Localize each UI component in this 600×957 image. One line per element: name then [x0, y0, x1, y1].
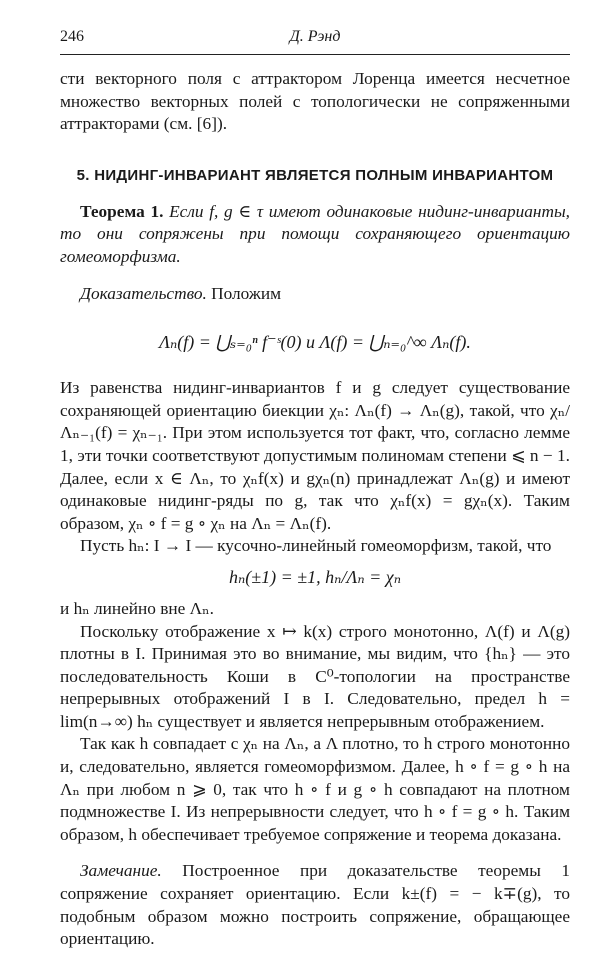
theorem-text: Если f, g ∈ τ имеют одинаковые нидинг-инварианты, то они сопряжены при помощи сохраняющего ориентацию гомеоморфизма. — [60, 201, 570, 266]
page-header — [60, 28, 570, 52]
proof-paragraph-1: Из равенства нидинг-инвариантов f и g следует существование сохраняющей ориентацию биекции χₙ: Λₙ(f) → Λₙ(g), такой, что χₙ/Λₙ₋₁(f) = χₙ₋₁. При этом используется тот факт, что, согласно лемме 1, эти точки соответствуют допустимым полиномам степени ⩽ n − 1. Далее, если x ∈ Λₙ, то χₙf(x) и gχₙ(n) принадлежат Λₙ(g) и имеют одинаковые нидинг-ряды по g, так что χₙf(x) = gχₙ(x). Таким образом, χₙ ∘ f = g ∘ χₙ на Λₙ = Λₙ(f). — [60, 378, 570, 533]
intro-paragraph: сти векторного поля с аттрактором Лоренца имеется несчетное множество векторных полей с топологически не сопряженными аттракторами (см. [6]). — [60, 69, 570, 134]
header-rule — [60, 54, 570, 55]
remark — [60, 860, 570, 950]
formula-h: hₙ(±1) = ±1, hₙ/Λₙ = χₙ — [228, 566, 401, 587]
page — [60, 28, 570, 951]
running-head: Д. Рэнд — [289, 28, 341, 45]
proof-lead — [60, 283, 570, 306]
remark-text: Построенное при доказательстве теоремы 1 сопряжение сохраняет ориентацию. Если k±(f) = − k∓(g), то подобным образом можно построить сопряжение, обращающее ориентацию. — [60, 861, 570, 949]
page-number: 246 — [60, 28, 84, 45]
proof-label: Доказательство. — [80, 283, 207, 303]
theorem-label: Теорема 1. — [80, 201, 164, 221]
proof-lead-text: Положим — [211, 283, 282, 303]
remark-label: Замечание. — [80, 861, 162, 881]
formula-lambda: Λₙ(f) = ⋃ₛ₌₀ⁿ f⁻ˢ(0) и Λ(f) = ⋃ₙ₌₀^∞ Λₙ(f). — [159, 332, 471, 353]
proof-paragraph-3: и hₙ линейно вне Λₙ. — [60, 598, 214, 618]
proof-paragraph-5: Так как h совпадает с χₙ на Λₙ, а Λ плотно, то h строго монотонно и, следовательно, является гомеоморфизмом. Далее, h ∘ f = g ∘ h на Λₙ при любом n ⩾ 0, так что h ∘ f и g ∘ h совпадают на плотном подмножестве I. Из непрерывности следует, что h ∘ f = g ∘ h. Таким образом, h обеспечивает требуемое сопряжение и теорема доказана. — [60, 734, 570, 844]
proof-paragraph-2: Пусть hₙ: I → I — кусочно-линейный гомеоморфизм, такой, что — [80, 536, 552, 556]
proof-paragraph-4: Поскольку отображение x ↦ k(x) строго монотонно, Λ(f) и Λ(g) плотны в I. Принимая это во внимание, мы видим, что {hₙ} — это последовательность Коши в C⁰-топологии на пространстве непрерывных отображений I в I. Следовательно, предел h = lim(n→∞) hₙ существует и является непрерывным отображением. — [60, 621, 570, 731]
theorem — [60, 201, 570, 269]
section-title: 5. НИДИНГ-ИНВАРИАНТ ЯВЛЯЕТСЯ ПОЛНЫМ ИНВАРИАНТОМ — [76, 166, 554, 184]
